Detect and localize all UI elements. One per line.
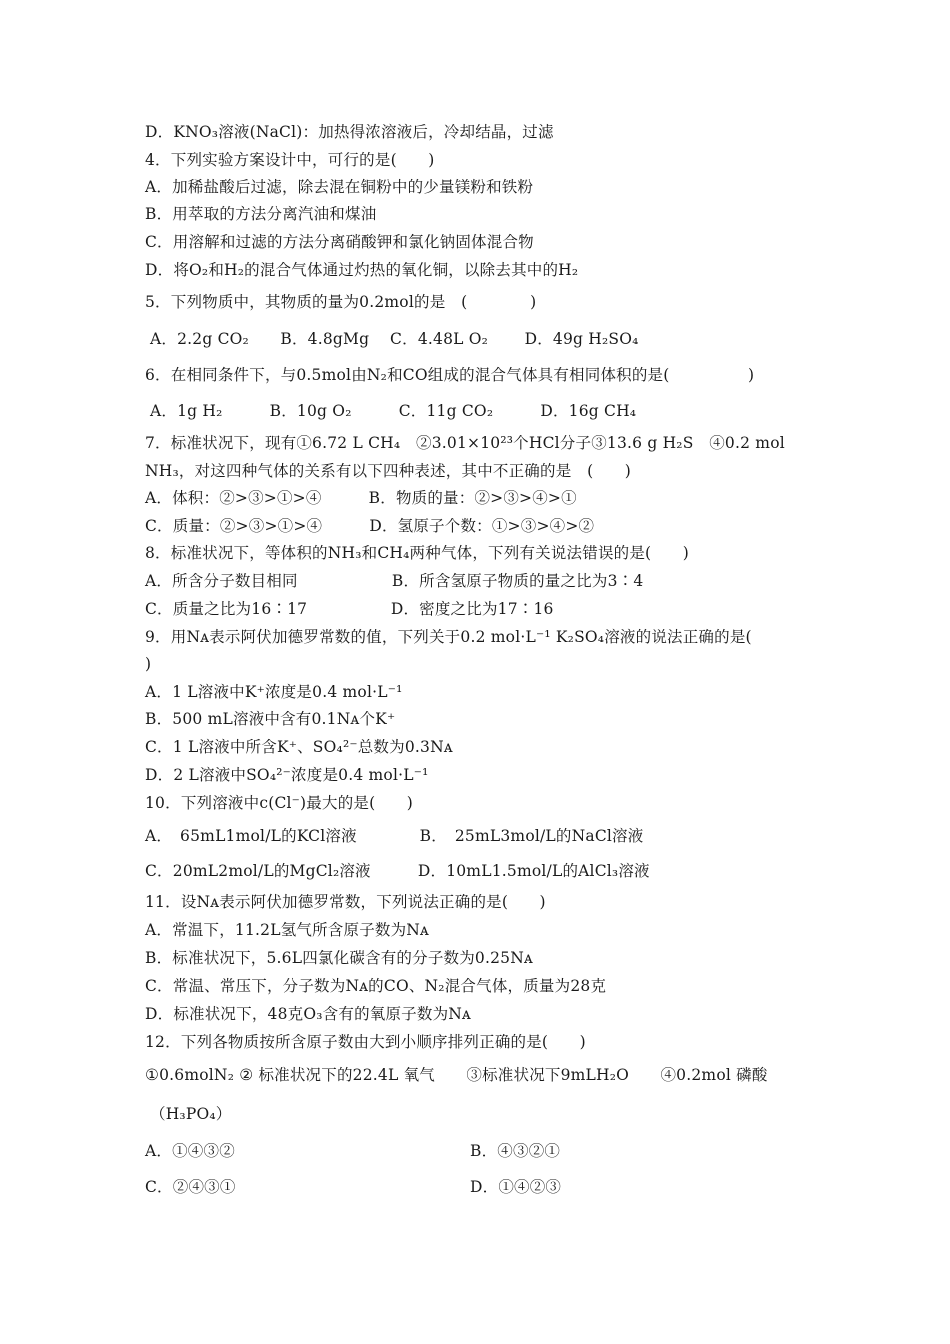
options-ab-q7: A．体积：②>③>①>④ B．物质的量：②>③>④>① [145,489,577,507]
options-cd-q8: C．质量之比为16∶17 D．密度之比为17∶16 [145,600,554,618]
option-b-q9: B．500 mL溶液中含有0.1Nᴀ个K⁺ [145,710,396,728]
option-d-q3: D．KNO₃溶液(NaCl)：加热得浓溶液后，冷却结晶，过滤 [145,123,554,141]
option-d-q12: D．①④②③ [470,1178,562,1196]
options-q5: A．2.2g CO₂ B．4.8gMg C．4.48L O₂ D．49g H₂SO₄ [150,330,639,348]
options-ab-q8: A．所含分子数目相同 B．所含氢原子物质的量之比为3∶4 [145,572,644,590]
option-d-q4: D．将O₂和H₂的混合气体通过灼热的氧化铜，以除去其中的H₂ [145,261,579,279]
question-10: 10．下列溶液中c(Cl⁻)最大的是( ) [145,794,413,812]
option-b-q11: B．标准状况下，5.6L四氯化碳含有的分子数为0.25Nᴀ [145,949,533,967]
option-a-q9: A．1 L溶液中K⁺浓度是0.4 mol·L⁻¹ [145,683,403,701]
option-c-q9: C．1 L溶液中所含K⁺、SO₄²⁻总数为0.3Nᴀ [145,738,453,756]
question-11: 11．设Nᴀ表示阿伏加德罗常数，下列说法正确的是( ) [145,893,546,911]
option-b-q4: B．用萃取的方法分离汽油和煤油 [145,205,377,223]
options-cd-q10: C．20mL2mol/L的MgCl₂溶液 D．10mL1.5mol/L的AlCl₃溶液 [145,862,650,880]
question-12-items: ①0.6molN₂ ② 标准状况下的22.4L 氧气 ③标准状况下9mLH₂O ④0.2mol 磷酸 [145,1066,768,1084]
option-b-q12: B．④③②① [470,1142,561,1160]
options-q6: A．1g H₂ B．10g O₂ C．11g CO₂ D．16g CH₄ [150,402,637,420]
option-c-q12: C．②④③① [145,1178,236,1196]
question-8: 8．标准状况下，等体积的NH₃和CH₄两种气体，下列有关说法错误的是( ) [145,544,689,562]
question-5: 5．下列物质中，其物质的量为0.2mol的是 ( ) [145,293,537,311]
question-12: 12．下列各物质按所含原子数由大到小顺序排列正确的是( ) [145,1033,586,1051]
question-4: 4．下列实验方案设计中，可行的是( ) [145,151,435,169]
options-ab-q10: A． 65mL1mol/L的KCl溶液 B． 25mL3mol/L的NaCl溶液 [145,827,644,845]
option-a-q12: A．①④③② [145,1142,235,1160]
option-c-q4: C．用溶解和过滤的方法分离硝酸钾和氯化钠固体混合物 [145,233,534,251]
question-7-line2: NH₃，对这四种气体的关系有以下四种表述，其中不正确的是 ( ) [145,462,631,480]
question-9-line2: ) [145,655,152,673]
option-a-q4: A．加稀盐酸后过滤，除去混在铜粉中的少量镁粉和铁粉 [145,178,534,196]
question-7-line1: 7．标准状况下，现有①6.72 L CH₄ ②3.01×10²³个HCl分子③13.6 g H₂S ④0.2 mol [145,434,785,452]
question-9-line1: 9．用Nᴀ表示阿伏加德罗常数的值，下列关于0.2 mol·L⁻¹ K₂SO₄溶液的说法正确的是( [145,628,752,646]
option-a-q11: A．常温下，11.2L氢气所含原子数为Nᴀ [145,921,430,939]
question-12-items-cont: （H₃PO₄） [150,1105,232,1123]
option-c-q11: C．常温、常压下，分子数为Nᴀ的CO、N₂混合气体，质量为28克 [145,977,607,995]
options-cd-q7: C．质量：②>③>①>④ D．氢原子个数：①>③>④>② [145,517,595,535]
option-d-q9: D．2 L溶液中SO₄²⁻浓度是0.4 mol·L⁻¹ [145,766,429,784]
question-6: 6．在相同条件下，与0.5mol由N₂和CO组成的混合气体具有相同体积的是( ) [145,366,755,384]
option-d-q11: D．标准状况下，48克O₃含有的氧原子数为Nᴀ [145,1005,471,1023]
